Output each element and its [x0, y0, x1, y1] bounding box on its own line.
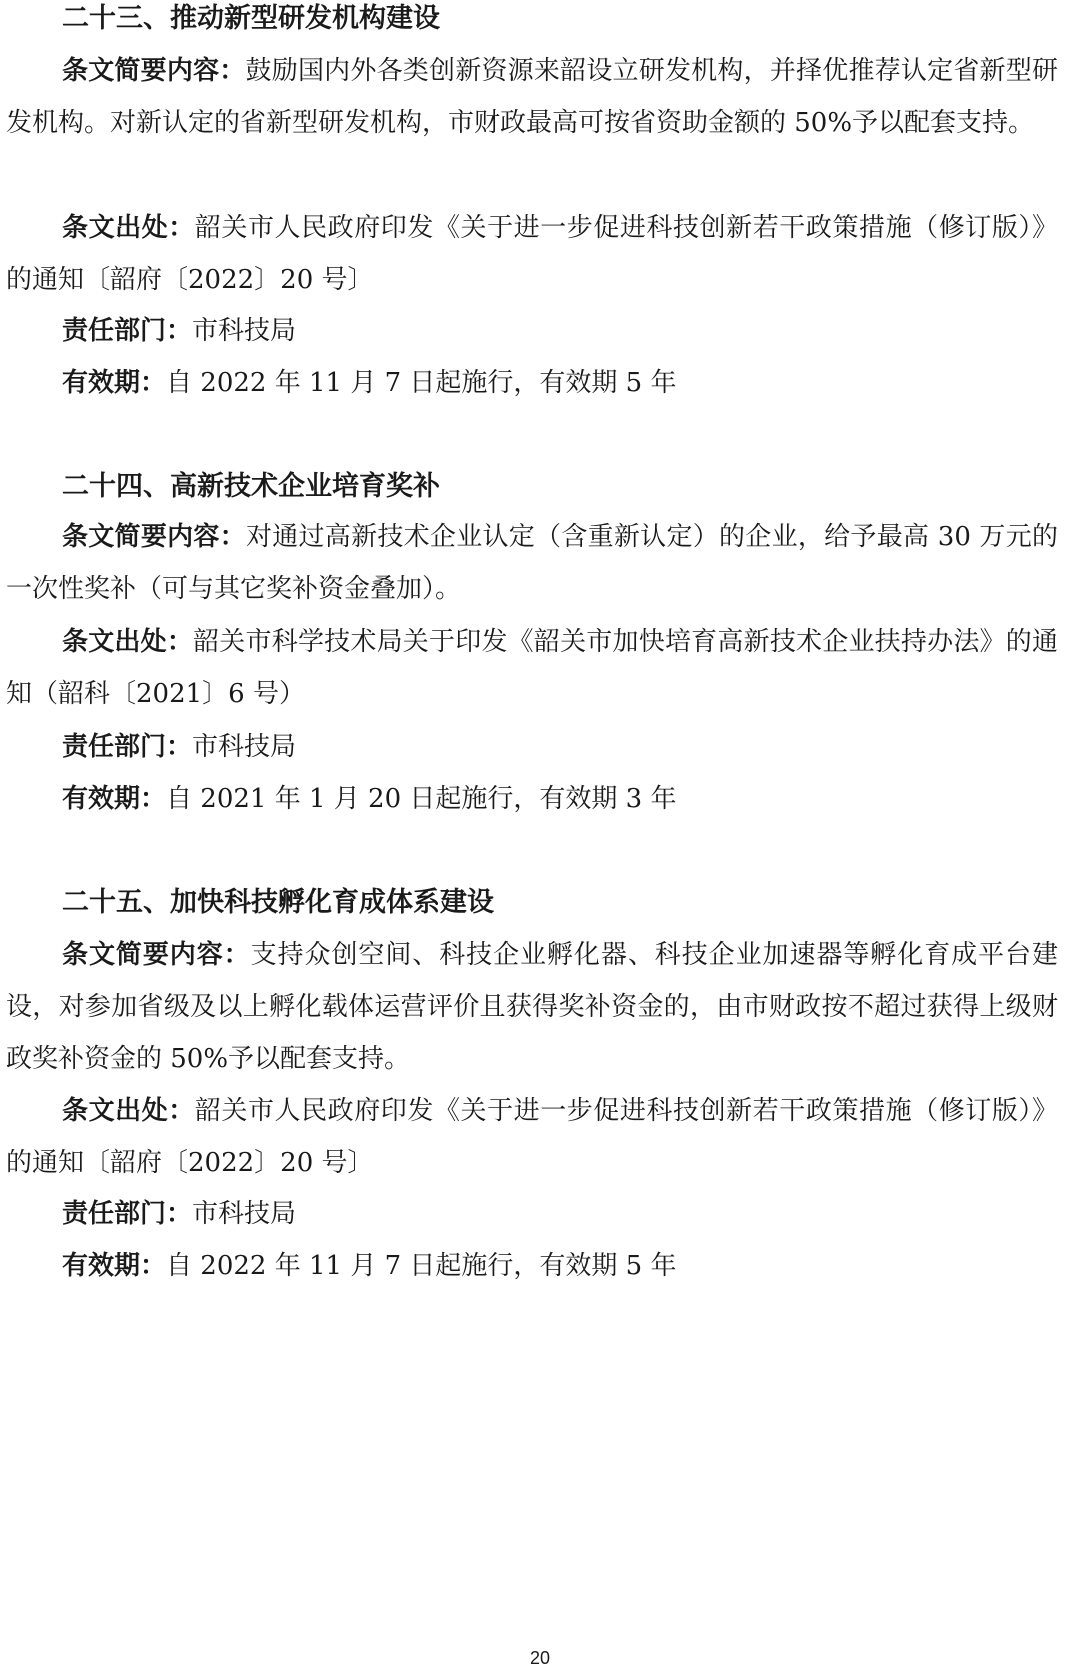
- section-heading: 二十五、加快科技孵化育成体系建设: [62, 887, 494, 918]
- summary-paragraph: [6, 511, 1058, 615]
- section-heading: 二十四、高新技术企业培育奖补: [62, 471, 440, 502]
- summary-paragraph: [6, 929, 1058, 1085]
- department-text: 市科技局: [192, 316, 297, 346]
- source-paragraph: [6, 1085, 1058, 1189]
- source-label: 条文出处：: [62, 627, 194, 657]
- department-label: 责任部门：: [62, 732, 193, 762]
- validity-line: [0, 357, 1080, 409]
- source-paragraph: [6, 202, 1058, 306]
- summary-paragraph: [6, 45, 1058, 149]
- department-text: 市科技局: [192, 1199, 297, 1229]
- source-label: 条文出处：: [62, 213, 195, 243]
- department-line: [0, 721, 1080, 773]
- source-text: 韶关市人民政府印发《关于进一步促进科技创新若干政策措施（修订版）》的通知〔韶府〔2022〕20 号〕: [6, 1096, 1058, 1178]
- source-paragraph: [6, 616, 1058, 720]
- section-heading: 二十三、推动新型研发机构建设: [62, 3, 440, 34]
- validity-line: [0, 1240, 1080, 1292]
- source-label: 条文出处：: [62, 1096, 195, 1126]
- validity-line: [0, 773, 1080, 825]
- summary-text: 支持众创空间、科技企业孵化器、科技企业加速器等孵化育成平台建设，对参加省级及以上孵化载体运营评价且获得奖补资金的，由市财政按不超过获得上级财政奖补资金的 50%予以配套支持。: [6, 940, 1058, 1074]
- validity-label: 有效期：: [62, 1251, 167, 1281]
- page-number: 20: [529, 1648, 551, 1668]
- department-label: 责任部门：: [62, 316, 193, 346]
- validity-text: 自 2021 年 1 月 20 日起施行，有效期 3 年: [166, 784, 677, 814]
- summary-text: 对通过高新技术企业认定（含重新认定）的企业，给予最高 30 万元的一次性奖补（可与其它奖补资金叠加）。: [6, 522, 1058, 604]
- validity-text: 自 2022 年 11 月 7 日起施行，有效期 5 年: [166, 368, 677, 398]
- summary-label: 条文简要内容：: [62, 940, 251, 970]
- department-text: 市科技局: [192, 732, 297, 762]
- summary-label: 条文简要内容：: [62, 56, 246, 86]
- summary-text: 鼓励国内外各类创新资源来韶设立研发机构，并择优推荐认定省新型研发机构。对新认定的省新型研发机构，市财政最高可按省资助金额的 50%予以配套支持。: [6, 56, 1058, 138]
- validity-text: 自 2022 年 11 月 7 日起施行，有效期 5 年: [166, 1251, 677, 1281]
- department-line: [0, 305, 1080, 357]
- validity-label: 有效期：: [62, 368, 167, 398]
- validity-label: 有效期：: [62, 784, 167, 814]
- department-label: 责任部门：: [62, 1199, 193, 1229]
- summary-label: 条文简要内容：: [62, 522, 246, 552]
- source-text: 韶关市人民政府印发《关于进一步促进科技创新若干政策措施（修订版）》的通知〔韶府〔2022〕20 号〕: [6, 213, 1058, 295]
- department-line: [0, 1188, 1080, 1240]
- source-text: 韶关市科学技术局关于印发《韶关市加快培育高新技术企业扶持办法》的通知（韶科〔2021〕6 号）: [6, 627, 1058, 709]
